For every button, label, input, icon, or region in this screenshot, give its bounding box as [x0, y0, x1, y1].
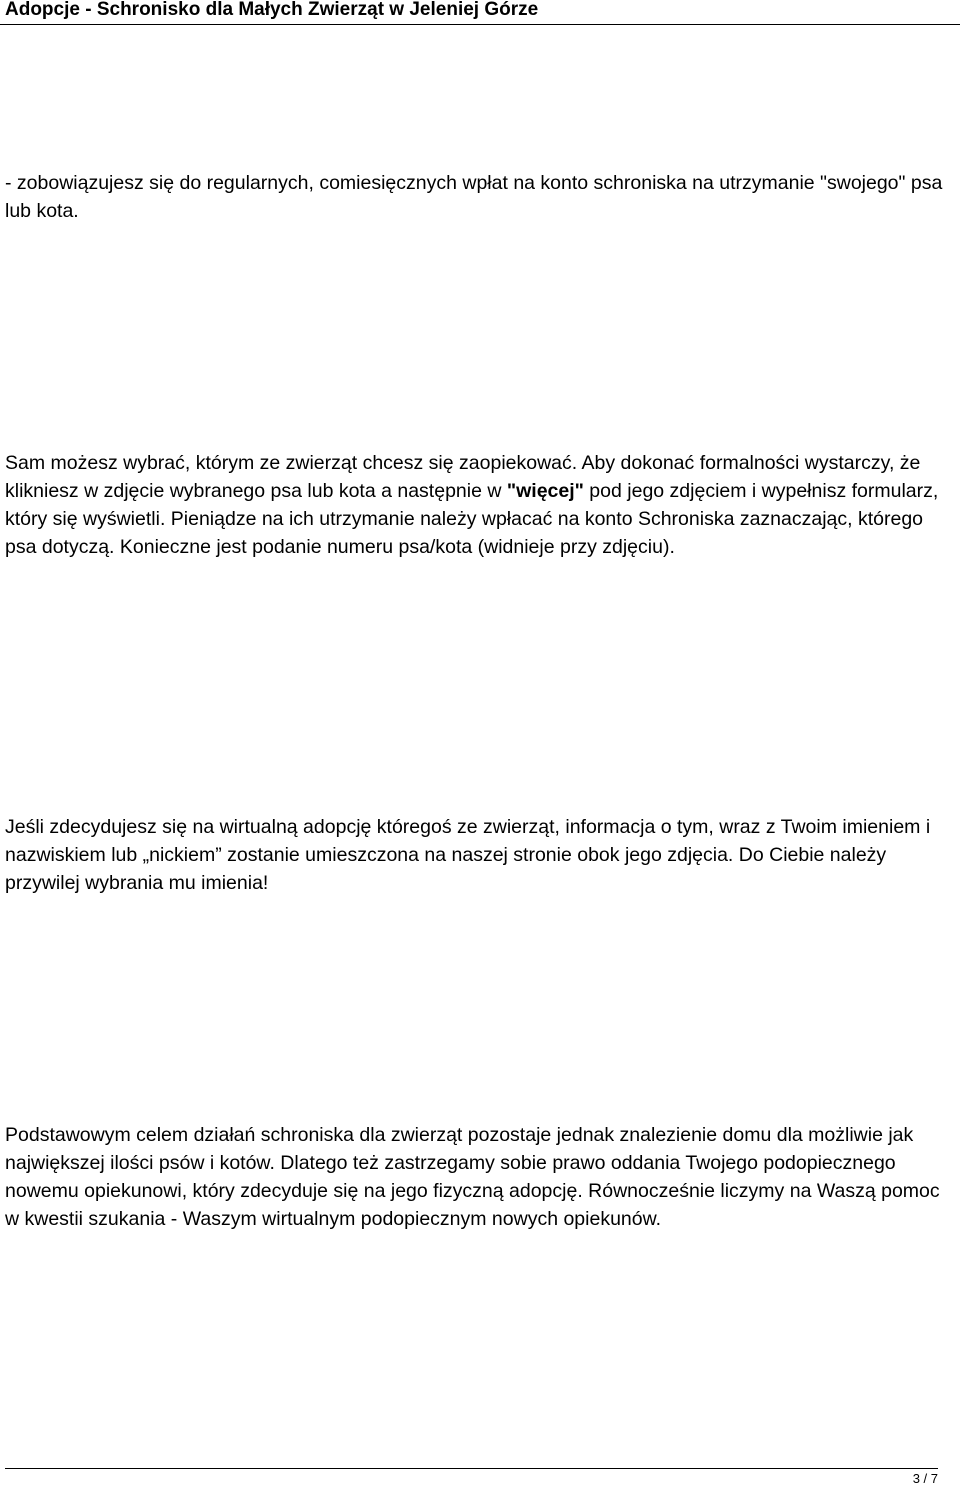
paragraph-text: Sam możesz wybrać, którym ze zwierząt chcesz się zaopiekować. Aby dokonać formalności wystarczy, że klikniesz w zdjęcie wybranego psa lub kota a następnie w	[5, 452, 921, 502]
footer-divider	[5, 1468, 938, 1469]
more-link-text: "więcej"	[506, 480, 584, 502]
paragraph-text: pod jego zdjęciem i wypełnisz formularz, który się wyświetli. Pieniądze na ich utrzymanie należy wpłacać na konto Schroniska zaznaczając, którego psa dotyczą. Konieczne jest podanie numeru psa/kota (widnieje przy zdjęciu).	[5, 480, 939, 558]
paragraph-virtual-adoption: Jeśli zdecydujesz się na wirtualną adopcję któregoś ze zwierząt, informacja o tym, wraz z Twoim imieniem i nazwiskiem lub „nickiem” zostanie umieszczona na naszej stronie obok jego zdjęcia. Do Ciebie należy przywilej wybrania mu imienia!	[5, 816, 931, 894]
paragraph-monthly-payments: - zobowiązujesz się do regularnych, comiesięcznych wpłat na konto schroniska na utrzymanie "swojego" psa lub kota.	[5, 172, 943, 222]
paragraph-shelter-goal: Podstawowym celem działań schroniska dla zwierząt pozostaje jednak znalezienie domu dla możliwie jak największej ilości psów i kotów. Dlatego też zastrzegamy sobie prawo oddania Twojego podopiecznego nowemu opiekunowi, który zdecyduje się na jego fizyczną adopcję. Równocześnie liczymy na Waszą pomoc w kwestii szukania - Waszym wirtualnym podopiecznym nowych opiekunów.	[5, 1124, 940, 1230]
document-title: Adopcje - Schronisko dla Małych Zwierząt w Jeleniej Górze	[5, 0, 539, 20]
page-number: 3 / 7	[912, 1471, 938, 1486]
paragraph-choose-animal	[5, 449, 950, 561]
page-header	[0, 0, 960, 25]
